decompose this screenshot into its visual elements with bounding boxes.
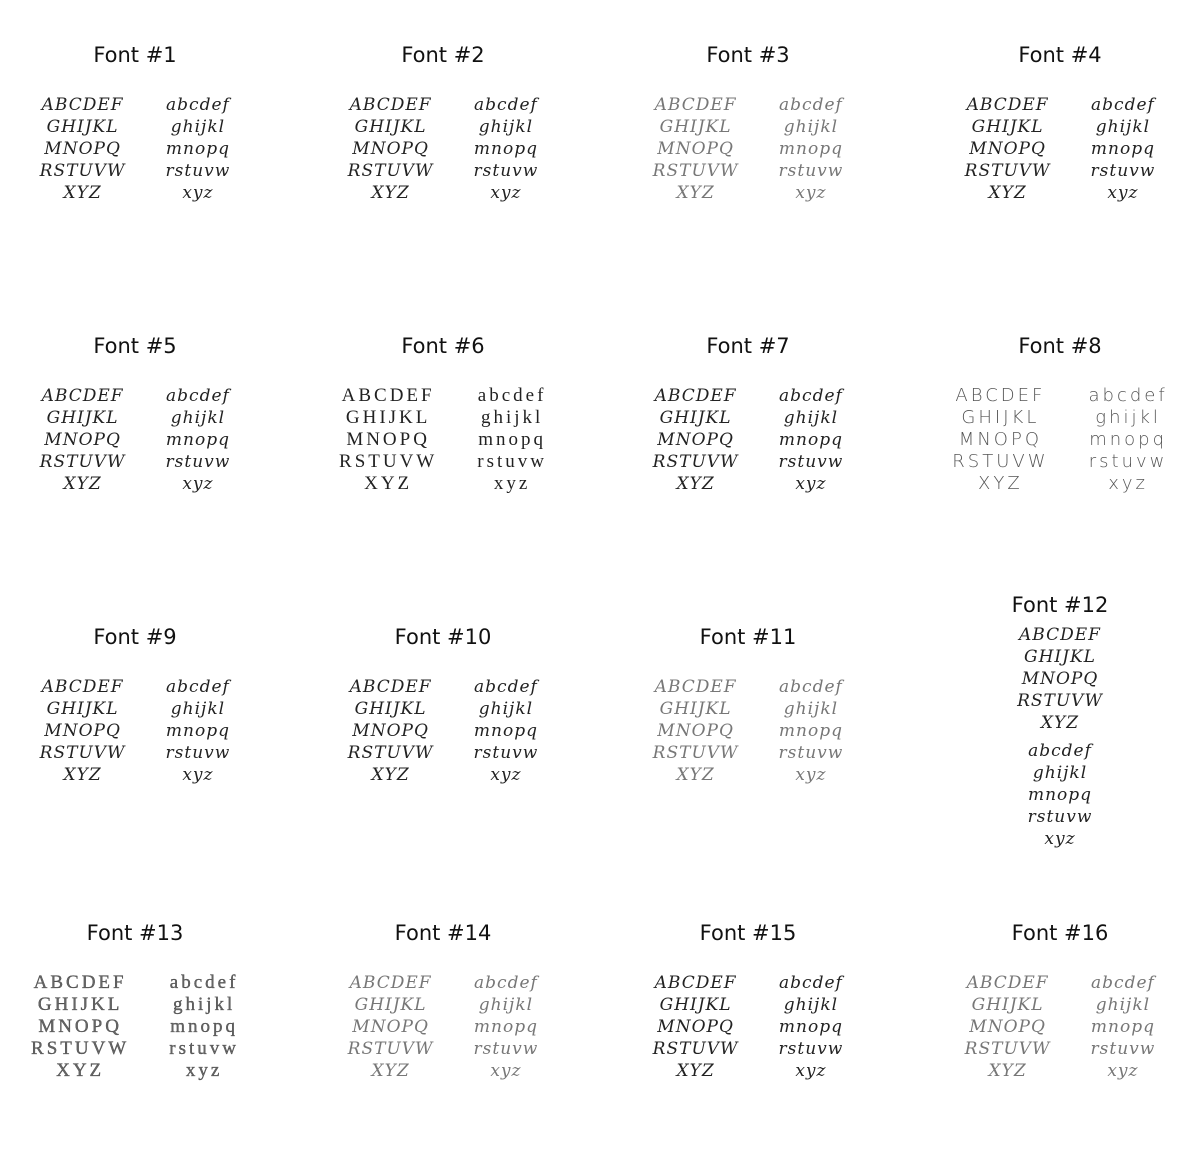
uppercase-line: RSTUVW	[964, 1039, 1051, 1059]
uppercase-line: MNOPQ	[657, 139, 734, 159]
uppercase-line: MNOPQ	[44, 139, 121, 159]
lowercase-line: rstuvw	[778, 452, 844, 472]
uppercase-column	[348, 676, 434, 786]
uppercase-line: RSTUVW	[652, 452, 739, 472]
lowercase-line: mnopq	[778, 139, 843, 159]
uppercase-line: MNOPQ	[969, 1017, 1046, 1037]
lowercase-line: rstuvw	[473, 1039, 539, 1059]
lowercase-line: rstuvw	[1090, 161, 1156, 181]
font-title: Font #5	[93, 334, 177, 358]
lowercase-line: abcdef	[474, 973, 538, 993]
uppercase-line: RSTUVW	[1017, 691, 1103, 711]
lowercase-line: xyz	[182, 183, 214, 203]
glyph-samples	[0, 972, 285, 1082]
uppercase-column	[348, 972, 434, 1082]
uppercase-line: RSTUVW	[652, 1039, 739, 1059]
uppercase-line: ABCDEF	[966, 973, 1049, 993]
lowercase-line: mnopq	[478, 429, 546, 450]
lowercase-line: rstuvw	[165, 452, 231, 472]
uppercase-line: ABCDEF	[41, 386, 124, 406]
lowercase-line: ghijkl	[783, 117, 839, 137]
uppercase-line: ABCDEF	[654, 677, 737, 697]
uppercase-line: RSTUVW	[964, 161, 1051, 181]
uppercase-line: GHIJKL	[659, 408, 732, 428]
font-title: Font #3	[706, 43, 790, 67]
uppercase-line: XYZ	[978, 473, 1023, 494]
uppercase-line: ABCDEF	[349, 95, 432, 115]
lowercase-line: abcdef	[1028, 741, 1092, 761]
lowercase-line: xyz	[1108, 473, 1148, 494]
uppercase-line: RSTUVW	[31, 1038, 130, 1059]
lowercase-line: xyz	[1044, 829, 1076, 849]
lowercase-line: rstuvw	[778, 1039, 844, 1059]
font-sample-15	[598, 918, 898, 1082]
lowercase-line: mnopq	[165, 430, 230, 450]
glyph-samples	[0, 385, 285, 495]
lowercase-line: abcdef	[166, 95, 230, 115]
uppercase-column	[653, 676, 739, 786]
font-sample-14	[293, 918, 593, 1082]
font-title: Font #16	[1011, 921, 1109, 945]
lowercase-line: rstuvw	[165, 161, 231, 181]
uppercase-line: XYZ	[63, 765, 102, 785]
font-title: Font #2	[401, 43, 485, 67]
glyph-samples	[910, 972, 1200, 1082]
uppercase-line: XYZ	[1040, 713, 1080, 733]
lowercase-line: ghijkl	[478, 699, 534, 719]
lowercase-line: mnopq	[170, 1016, 238, 1037]
lowercase-line: abcdef	[474, 95, 538, 115]
uppercase-line: XYZ	[63, 183, 102, 203]
uppercase-line: ABCDEF	[955, 385, 1046, 406]
lowercase-line: abcdef	[779, 95, 843, 115]
uppercase-line: ABCDEF	[349, 973, 432, 993]
lowercase-line: rstuvw	[778, 161, 844, 181]
lowercase-line: xyz	[1107, 1061, 1139, 1081]
uppercase-line: RSTUVW	[347, 1039, 434, 1059]
uppercase-line: MNOPQ	[38, 1016, 122, 1037]
font-title: Font #10	[394, 625, 492, 649]
uppercase-line: XYZ	[371, 765, 410, 785]
lowercase-line: mnopq	[473, 1017, 538, 1037]
uppercase-column	[31, 972, 129, 1082]
uppercase-line: MNOPQ	[969, 139, 1046, 159]
uppercase-line: ABCDEF	[654, 95, 737, 115]
lowercase-line: rstuvw	[1088, 451, 1168, 472]
uppercase-line: MNOPQ	[352, 1017, 429, 1037]
font-title: Font #8	[1018, 334, 1102, 358]
uppercase-column	[653, 972, 739, 1082]
uppercase-line: GHIJKL	[961, 407, 1040, 428]
lowercase-column	[1091, 94, 1156, 204]
lowercase-line: ghijkl	[1032, 763, 1088, 783]
lowercase-line: ghijkl	[170, 408, 226, 428]
uppercase-line: GHIJKL	[1024, 647, 1096, 667]
uppercase-line: GHIJKL	[354, 995, 427, 1015]
lowercase-line: xyz	[185, 1060, 223, 1081]
lowercase-line: abcdef	[779, 677, 843, 697]
lowercase-line: ghijkl	[478, 117, 534, 137]
uppercase-line: GHIJKL	[971, 995, 1044, 1015]
font-sample-7	[598, 331, 898, 495]
lowercase-line: xyz	[795, 765, 827, 785]
font-sample-5	[0, 331, 285, 495]
lowercase-line: rstuvw	[473, 743, 539, 763]
lowercase-line: rstuvw	[1090, 1039, 1156, 1059]
font-sample-3	[598, 40, 898, 204]
glyph-samples	[910, 385, 1200, 495]
uppercase-line: GHIJKL	[354, 117, 427, 137]
uppercase-line: GHIJKL	[659, 117, 732, 137]
uppercase-line: XYZ	[371, 1061, 410, 1081]
font-title: Font #13	[86, 921, 184, 945]
font-sample-6	[293, 331, 593, 495]
uppercase-line: RSTUVW	[39, 452, 126, 472]
uppercase-line: XYZ	[676, 765, 715, 785]
uppercase-line: ABCDEF	[41, 677, 124, 697]
lowercase-line: rstuvw	[165, 743, 231, 763]
uppercase-column	[40, 676, 126, 786]
lowercase-column	[166, 94, 231, 204]
lowercase-line: ghijkl	[783, 408, 839, 428]
uppercase-column	[653, 385, 739, 495]
font-sample-4	[910, 40, 1200, 204]
lowercase-line: xyz	[1107, 183, 1139, 203]
font-sample-16	[910, 918, 1200, 1082]
font-sample-1	[0, 40, 285, 204]
font-sample-11	[598, 622, 898, 786]
font-title: Font #1	[93, 43, 177, 67]
lowercase-line: ghijkl	[478, 995, 534, 1015]
uppercase-line: MNOPQ	[346, 429, 430, 450]
uppercase-column	[40, 94, 126, 204]
lowercase-line: ghijkl	[170, 699, 226, 719]
lowercase-line: abcdef	[169, 972, 239, 993]
lowercase-line: rstuvw	[1027, 807, 1093, 827]
font-sample-9	[0, 622, 285, 786]
lowercase-line: xyz	[493, 473, 531, 494]
lowercase-line: abcdef	[1091, 973, 1155, 993]
uppercase-line: ABCDEF	[341, 385, 435, 406]
uppercase-line: GHIJKL	[354, 699, 427, 719]
uppercase-line: XYZ	[63, 474, 102, 494]
uppercase-line: XYZ	[676, 1061, 715, 1081]
lowercase-column	[779, 676, 844, 786]
font-title: Font #15	[699, 921, 797, 945]
lowercase-column	[477, 385, 547, 495]
uppercase-column	[952, 385, 1048, 495]
uppercase-line: GHIJKL	[46, 699, 119, 719]
uppercase-line: MNOPQ	[958, 429, 1042, 450]
font-sample-13	[0, 918, 285, 1082]
uppercase-line: ABCDEF	[654, 973, 737, 993]
uppercase-line: RSTUVW	[652, 161, 739, 181]
lowercase-line: abcdef	[166, 677, 230, 697]
lowercase-line: abcdef	[474, 677, 538, 697]
lowercase-line: mnopq	[473, 139, 538, 159]
lowercase-line: mnopq	[165, 721, 230, 741]
lowercase-line: abcdef	[166, 386, 230, 406]
glyph-samples	[0, 676, 285, 786]
uppercase-column	[348, 94, 434, 204]
uppercase-line: MNOPQ	[44, 430, 121, 450]
uppercase-line: GHIJKL	[971, 117, 1044, 137]
font-title: Font #14	[394, 921, 492, 945]
lowercase-line: ghijkl	[170, 117, 226, 137]
uppercase-column	[339, 385, 437, 495]
lowercase-line: xyz	[182, 474, 214, 494]
uppercase-line: MNOPQ	[352, 139, 429, 159]
lowercase-line: rstuvw	[169, 1038, 239, 1059]
uppercase-line: RSTUVW	[39, 743, 126, 763]
uppercase-line: RSTUVW	[952, 451, 1049, 472]
font-title: Font #11	[699, 625, 797, 649]
lowercase-line: xyz	[490, 1061, 522, 1081]
uppercase-line: XYZ	[56, 1060, 105, 1081]
uppercase-line: RSTUVW	[347, 743, 434, 763]
font-sample-10	[293, 622, 593, 786]
uppercase-line: GHIJKL	[37, 994, 123, 1015]
uppercase-line: ABCDEF	[33, 972, 127, 993]
font-title: Font #9	[93, 625, 177, 649]
lowercase-line: mnopq	[778, 1017, 843, 1037]
uppercase-line: RSTUVW	[652, 743, 739, 763]
font-title: Font #4	[1018, 43, 1102, 67]
uppercase-line: GHIJKL	[659, 699, 732, 719]
lowercase-column	[1089, 385, 1168, 495]
uppercase-line: MNOPQ	[352, 721, 429, 741]
lowercase-line: rstuvw	[473, 161, 539, 181]
lowercase-line: xyz	[490, 183, 522, 203]
uppercase-line: ABCDEF	[41, 95, 124, 115]
lowercase-line: mnopq	[473, 721, 538, 741]
uppercase-line: XYZ	[988, 1061, 1027, 1081]
lowercase-line: mnopq	[778, 430, 843, 450]
uppercase-line: XYZ	[371, 183, 410, 203]
lowercase-column	[474, 676, 539, 786]
font-sample-2	[293, 40, 593, 204]
uppercase-line: ABCDEF	[349, 677, 432, 697]
font-title: Font #6	[401, 334, 485, 358]
font-sample-8	[910, 331, 1200, 495]
uppercase-column	[653, 94, 739, 204]
lowercase-line: ghijkl	[1095, 407, 1161, 428]
lowercase-line: ghijkl	[172, 994, 236, 1015]
glyph-samples	[598, 385, 898, 495]
uppercase-line: ABCDEF	[966, 95, 1049, 115]
glyph-samples	[598, 676, 898, 786]
lowercase-column	[779, 972, 844, 1082]
lowercase-column	[474, 972, 539, 1082]
uppercase-line: MNOPQ	[657, 721, 734, 741]
lowercase-column	[166, 385, 231, 495]
glyph-samples	[598, 94, 898, 204]
glyph-samples	[293, 676, 593, 786]
lowercase-column	[1091, 972, 1156, 1082]
uppercase-column	[40, 385, 126, 495]
lowercase-column	[166, 676, 231, 786]
lowercase-line: abcdef	[779, 386, 843, 406]
font-title: Font #7	[706, 334, 790, 358]
uppercase-line: MNOPQ	[657, 1017, 734, 1037]
lowercase-line: xyz	[795, 183, 827, 203]
lowercase-line: rstuvw	[477, 451, 547, 472]
font-title: Font #12	[1011, 593, 1109, 617]
lowercase-line: mnopq	[778, 721, 843, 741]
lowercase-line: mnopq	[1090, 1017, 1155, 1037]
uppercase-line: GHIJKL	[345, 407, 431, 428]
glyph-samples	[910, 94, 1200, 204]
lowercase-line: xyz	[182, 765, 214, 785]
uppercase-line: XYZ	[676, 474, 715, 494]
glyph-samples	[293, 972, 593, 1082]
uppercase-line: ABCDEF	[654, 386, 737, 406]
lowercase-line: xyz	[795, 1061, 827, 1081]
lowercase-line: abcdef	[1091, 95, 1155, 115]
lowercase-line: mnopq	[165, 139, 230, 159]
font-sample-12	[910, 590, 1200, 850]
glyph-samples	[910, 624, 1200, 850]
uppercase-line: GHIJKL	[46, 117, 119, 137]
lowercase-column	[779, 385, 844, 495]
lowercase-line: abcdef	[477, 385, 547, 406]
lowercase-column	[910, 740, 1200, 850]
lowercase-line: abcdef	[1088, 385, 1168, 406]
lowercase-line: xyz	[490, 765, 522, 785]
lowercase-line: xyz	[795, 474, 827, 494]
lowercase-line: ghijkl	[1095, 117, 1151, 137]
uppercase-column	[910, 624, 1200, 734]
uppercase-column	[965, 972, 1051, 1082]
uppercase-line: MNOPQ	[1021, 669, 1099, 689]
lowercase-line: ghijkl	[1095, 995, 1151, 1015]
uppercase-line: ABCDEF	[1019, 625, 1101, 645]
lowercase-column	[779, 94, 844, 204]
glyph-samples	[598, 972, 898, 1082]
lowercase-line: mnopq	[1027, 785, 1093, 805]
lowercase-line: ghijkl	[783, 995, 839, 1015]
uppercase-line: GHIJKL	[46, 408, 119, 428]
glyph-samples	[0, 94, 285, 204]
uppercase-line: RSTUVW	[339, 451, 438, 472]
glyph-samples	[293, 94, 593, 204]
lowercase-line: rstuvw	[778, 743, 844, 763]
lowercase-column	[474, 94, 539, 204]
lowercase-line: ghijkl	[783, 699, 839, 719]
uppercase-line: XYZ	[988, 183, 1027, 203]
lowercase-line: abcdef	[779, 973, 843, 993]
lowercase-column	[169, 972, 239, 1082]
uppercase-line: MNOPQ	[44, 721, 121, 741]
uppercase-line: RSTUVW	[347, 161, 434, 181]
glyph-samples	[293, 385, 593, 495]
lowercase-line: mnopq	[1090, 139, 1155, 159]
lowercase-line: mnopq	[1089, 429, 1167, 450]
uppercase-line: XYZ	[364, 473, 413, 494]
lowercase-line: ghijkl	[480, 407, 544, 428]
uppercase-line: MNOPQ	[657, 430, 734, 450]
uppercase-column	[965, 94, 1051, 204]
uppercase-line: RSTUVW	[39, 161, 126, 181]
uppercase-line: GHIJKL	[659, 995, 732, 1015]
uppercase-line: XYZ	[676, 183, 715, 203]
